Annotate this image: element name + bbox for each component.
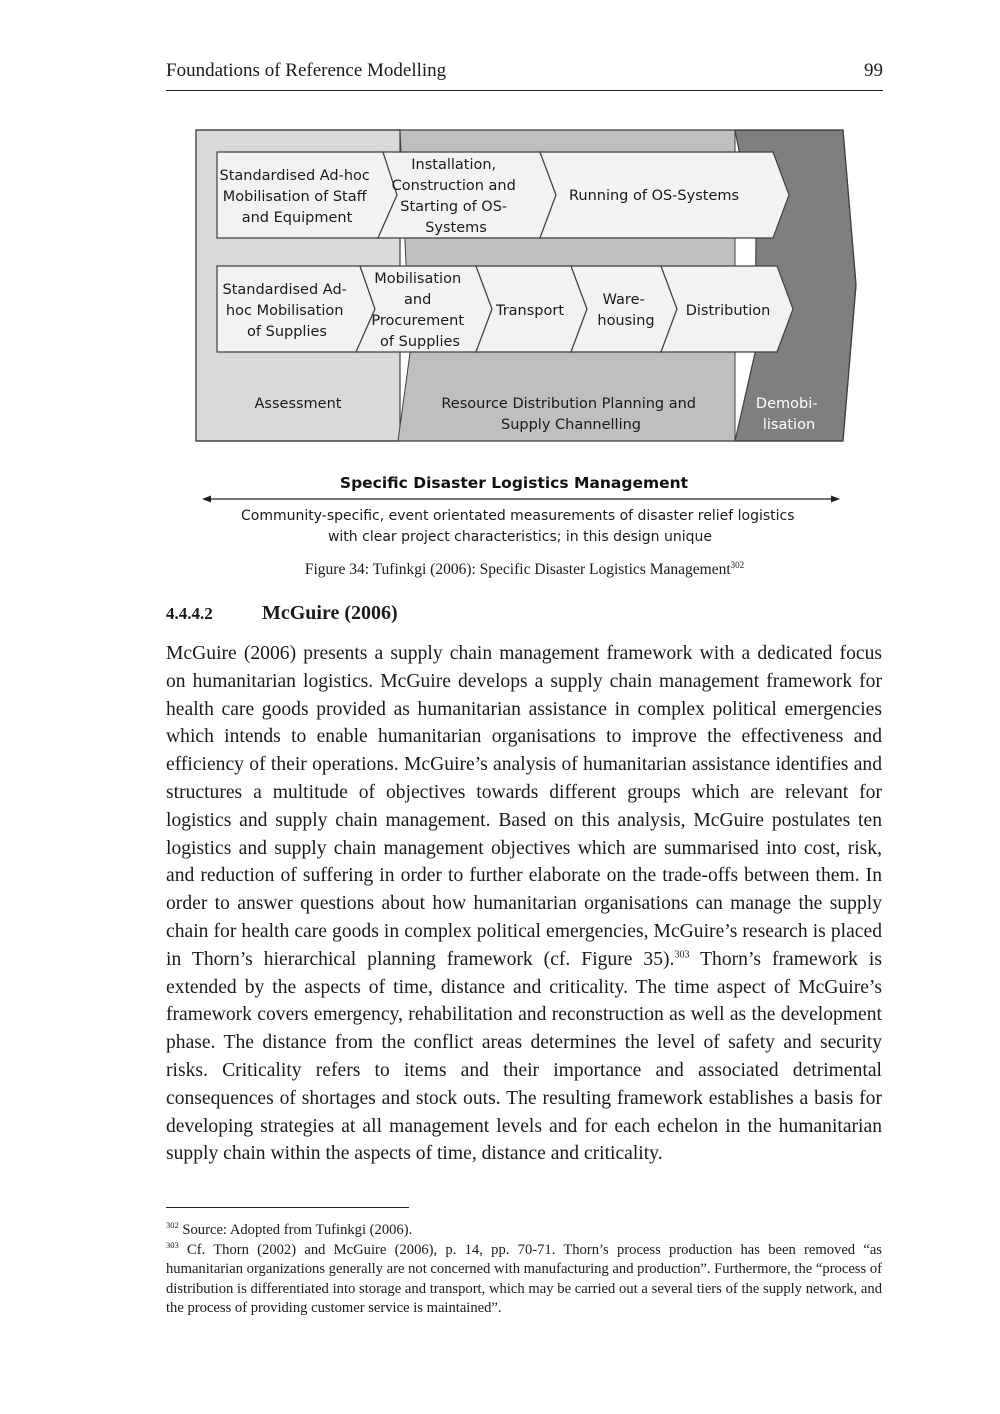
phase-label-assessment: Assessment: [254, 396, 342, 412]
label-warehousing: Ware- housing: [597, 292, 655, 329]
phase-label-planning: Resource Distribution Planning and Supply Channelling: [441, 396, 697, 433]
body-paragraph: [166, 640, 882, 1168]
footnote-text: Source: Adopted from Tufinkgi (2006).: [178, 1222, 413, 1238]
figure-caption-footnote-ref: 302: [730, 560, 745, 570]
footnote-text: Cf. Thorn (2002) and McGuire (2006), p. 14, pp. 70-71. Thorn’s process production has been removed “as humanitarian organizations generally are not concerned with manufacturing and production”. Furthermore, the “process of distribution is differentiated into storage and transport, which may be carried out a several tiers of the supply network, and the process of providing customer service is maintained”.: [166, 1241, 882, 1316]
section-number: 4.4.4.2: [166, 604, 213, 623]
section-title: McGuire (2006): [262, 602, 398, 624]
footnote-separator: [166, 1207, 409, 1208]
scope-title: Specific Disaster Logistics Management: [339, 474, 689, 492]
phase-label-demobilisation: Demobi- lisation: [755, 396, 818, 433]
section-heading: [166, 602, 398, 625]
label-distribution: Distribution: [685, 303, 771, 319]
running-title: Foundations of Reference Modelling: [166, 60, 447, 81]
label-adhoc-staff: Standardised Ad-hoc Mobilisation of Staff and Equipment: [219, 168, 370, 226]
page-number: 99: [864, 60, 883, 81]
footnote-number: 303: [166, 1239, 179, 1250]
footnote-ref-303: 303: [674, 949, 690, 961]
label-running: Running of OS-Systems: [568, 188, 740, 204]
disaster-logistics-diagram: [0, 0, 1000, 560]
scope-arrow-right-head: [831, 496, 840, 503]
footnotes: [166, 1221, 882, 1319]
scope-description: Community-specific, event orientated measurements of disaster relief logistics with clear project characteristics; in this design unique: [241, 508, 795, 545]
process-box-warehousing: [571, 266, 677, 352]
body-text-part1: McGuire (2006) presents a supply chain management framework with a dedicated focus on humanitarian logistics. McGuire develops a supply chain management framework for health care goods provided as humanitarian assistance in complex political emergencies which intends to enable humanitarian organisations to improve the effectiveness and efficiency of their operations. McGuire’s analysis of humanitarian assistance identifies and structures a multitude of objectives towards different groups which are relevant for logistics and supply chain management. Based on this analysis, McGuire postulates ten logistics and supply chain management objectives which are summarised into cost, risk, and reduction of suffering in order to further elaborate on the trade-offs between them. In order to answer questions about how humanitarian organisations can manage the supply chain for health care goods in complex political emergencies, McGuire’s research is placed in Thorn’s hierarchical planning framework (cf. Figure 35).: [166, 643, 882, 970]
figure-caption-text: Figure 34: Tufinkgi (2006): Specific Disaster Logistics Management: [304, 561, 731, 579]
body-text-part2: Thorn’s framework is extended by the aspects of time, distance and criticality. The time aspect of McGuire’s framework covers emergency, rehabilitation and reconstruction as well as the development phase. The distance from the conflict areas determines the level of safety and security risks. Criticality refers to items and their importance and associated detrimental consequences of shortages and stock outs. The resulting framework establishes a basis for developing strategies at all management levels and for each echelon in the humanitarian supply chain within the aspects of time, distance and criticality.: [166, 948, 882, 1165]
figure-caption: [166, 560, 883, 579]
footnote-302: [166, 1221, 882, 1241]
label-procurement: Mobilisation and Procurement of Supplies: [371, 271, 465, 350]
label-transport: Transport: [495, 303, 565, 319]
label-adhoc-supplies: Standardised Ad- hoc Mobilisation of Supplies: [222, 282, 347, 340]
label-installation: Installation, Construction and Starting of OS- Systems: [391, 157, 516, 236]
footnote-303: [166, 1241, 882, 1319]
scope-arrow-left-head: [202, 496, 211, 503]
footnote-number: 302: [166, 1220, 179, 1231]
